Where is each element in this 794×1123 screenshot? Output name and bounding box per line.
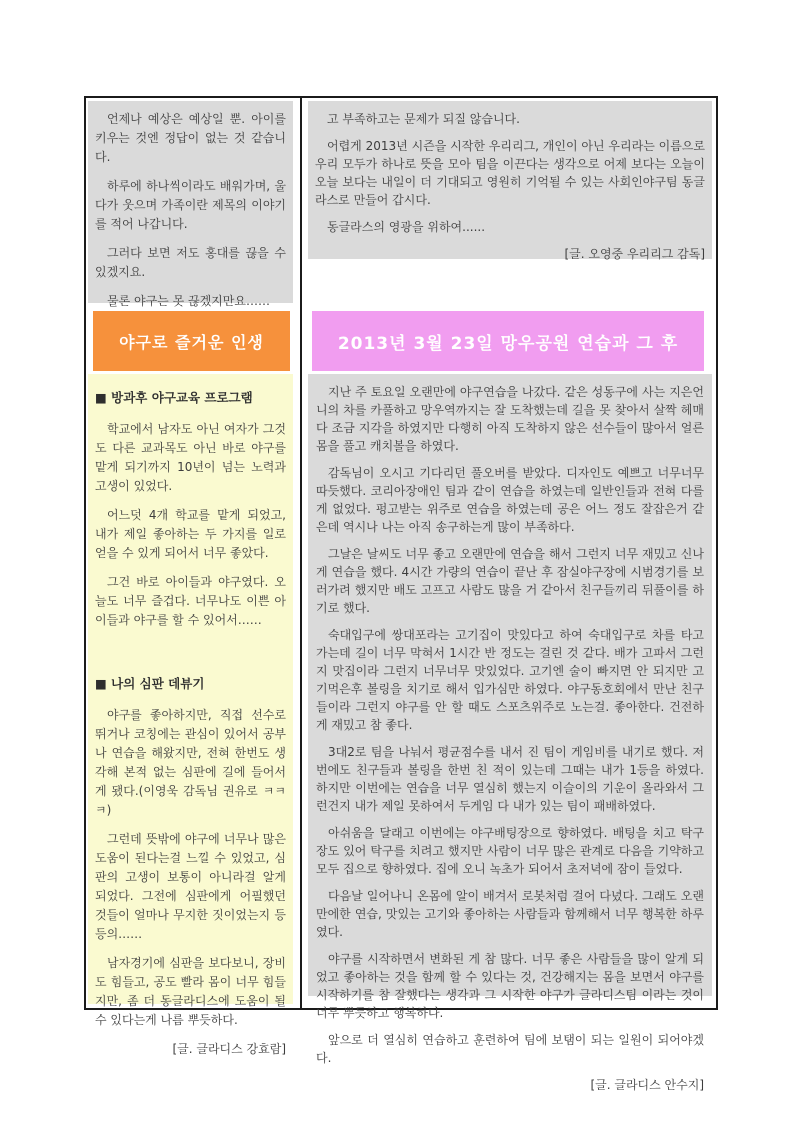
right-article-box (308, 374, 712, 1092)
intro-paragraph: 고 부족하고는 문제가 되질 않습니다. (327, 112, 520, 126)
intro-paragraph: 그러다 보면 저도 홍대를 끊을 수 있겠지요. (95, 246, 286, 279)
author-credit: [글. 글라디스 안수지] (590, 1078, 704, 1092)
intro-paragraph: 언제나 예상은 예상일 뿐. 아이를 키우는 것엔 정답이 없는 것 같습니다. (95, 112, 286, 164)
section-title-umpire-debut: ■ 나의 심판 데뷰기 (95, 676, 205, 691)
article-paragraph: 앞으로 더 열심히 연습하고 훈련하여 팀에 보탬이 되는 일원이 되어야겠다. (316, 1033, 704, 1065)
left-banner-title: 야구로 즐거운 인생 (119, 332, 264, 352)
section-paragraph: 학교에서 남자도 아닌 여자가 그것도 다른 교과목도 아닌 바로 야구를 맡게 되기까지 10년이 넘는 노력과 고생이 있었다. (95, 422, 286, 493)
right-intro-block (308, 101, 712, 259)
intro-paragraph: 동글라스의 영광을 위하여...... (327, 220, 486, 234)
author-credit: [글. 오영중 우리리그 감독] (564, 247, 705, 261)
left-intro-block (88, 101, 293, 308)
section-paragraph: 남자경기에 심판을 보다보니, 장비도 힘들고, 공도 빨라 몸이 너무 힘들지만, 좀 더 동글라디스에 도움이 될 수 있다는게 나름 뿌듯하다. (95, 956, 286, 1027)
author-credit: [글. 글라디스 강효람] (172, 1042, 286, 1056)
article-paragraph: 숙대입구에 쌍대포라는 고기집이 맛있다고 하여 숙대입구로 차를 타고 가는데 길이 너무 막혀서 1시간 반 정도는 걸린 것 같다. 배가 고파서 그런지 맛집이라 그런지 너무너무 맛있었다. 고기엔 술이 빠지면 안 되지만 고기먹은후 볼링을 치기로 해서 입가심만 하였다. 야구동호회에서 만난 친구들이라 그런지 야구를 안 할 때도 스포츠위주로 노는걸. 좋아한다. 건전하게 재밌고 참 좋다. (316, 628, 704, 732)
article-paragraph: 감독님이 오시고 기다리던 풀오버를 받았다. 디자인도 예쁘고 너무너무 따듯했다. 코리아장애인 팀과 같이 연습을 하였는데 일반인들과 전혀 다를 게 없었다. 펑고받는 위주로 연습을 하였는데 공은 어느 정도 잘잡은거 같은데 역시나 나는 아직 송구하는게 많이 부족하다. (316, 466, 704, 534)
section-title-afterschool-program: ■ 방과후 야구교육 프로그램 (95, 390, 253, 405)
article-paragraph: 3대2로 팀을 나눠서 평균점수를 내서 진 팀이 게임비를 내기로 했다. 저번에도 친구들과 볼링을 한번 친 적이 있는데 그때는 내가 1등을 하였다. 하지만 이번에는 연습을 너무 열심히 했는지 이슬이의 기운이 올라와서 그런건지 내가 제일 못하여서 두게임 다 내가 있는 팀이 패배하였다. (316, 745, 704, 813)
right-section-banner (312, 311, 704, 371)
section-paragraph: 그건 바로 아이들과 야구였다. 오늘도 너무 즐겁다. 너무나도 이쁜 아이들과 야구를 할 수 있어서…… (95, 575, 286, 627)
right-banner-title: 2013년 3월 23일 망우공원 연습과 그 후 (337, 333, 679, 354)
section-paragraph: 야구를 좋아하지만, 직접 선수로 뛰거나 코칭에는 관심이 있어서 공부나 연습을 해왔지만, 전혀 한번도 생각해 본적 없는 심판에 길에 들어서게 됐다.(이영욱 감독님 권유로 ㅋㅋㅋ) (95, 708, 286, 817)
column-divider (300, 98, 302, 1008)
left-article-box (88, 374, 293, 1056)
section-paragraph: 어느덧 4개 학교를 맡게 되었고, 내가 제일 좋아하는 두 가지를 일로 얻을 수 있게 되어서 너무 좋았다. (95, 508, 286, 560)
article-paragraph: 그날은 날씨도 너무 좋고 오랜만에 연습을 해서 그런지 너무 재밌고 신나게 연습을 했다. 4시간 가량의 연습이 끝난 후 잠실야구장에 시범경기를 보러가려 했지만 배도 고프고 사람도 많을 거 같아서 친구들끼리 뒤풀이를 하기로 했다. (316, 547, 704, 615)
page-frame (84, 96, 718, 1092)
intro-paragraph: 하루에 하나씩이라도 배워가며, 울다가 웃으며 가족이란 제목의 이야기를 적어 나갑니다. (95, 179, 286, 231)
intro-paragraph: 어렵게 2013년 시즌을 시작한 우리리그, 개인이 아닌 우리라는 이름으로 우리 모두가 하나로 뜻을 모아 팀을 이끈다는 생각으로 어제 보다는 오늘이 오늘 보다는 내일이 더 기대되고 영원히 기억될 수 있는 사회인야구팀 동글라스로 만들어 갑시다. (315, 139, 705, 207)
left-section-banner (93, 311, 290, 371)
intro-paragraph: 물론 야구는 못 끊겠지만요…… (107, 294, 270, 308)
article-paragraph: 다음날 일어나니 온몸에 알이 배겨서 로봇처럼 걸어 다녔다. 그래도 오랜만에한 연습, 맛있는 고기와 좋아하는 사람들과 함께해서 너무 행복한 하루였다. (316, 889, 704, 939)
article-paragraph: 지난 주 토요일 오랜만에 야구연습을 나갔다. 같은 성동구에 사는 지은언니의 차를 카풀하고 망우역까지는 잘 도착했는데 길을 못 찾아서 살짝 헤매다 조금 지각을 하였지만 다행히 아직 도착하지 않은 선수들이 많아서 얼른 몸을 풀고 캐치볼을 하였다. (316, 385, 704, 453)
article-paragraph: 아쉬움을 달래고 이번에는 야구배팅장으로 향하였다. 배팅을 치고 탁구장도 있어 탁구를 치려고 했지만 사람이 너무 많은 관계로 다음을 기약하고 모두 집으로 향하였다. 집에 오니 녹초가 되어서 초저녁에 잠이 들었다. (316, 826, 704, 876)
section-paragraph: 그런데 뜻밖에 야구에 너무나 많은 도움이 된다는걸 느낄 수 있었고, 심판의 고생이 보통이 아니라걸 알게 되었다. 그전에 심판에게 어필했던 것들이 얼마나 무지한 짓이었는지 등등의…… (95, 832, 286, 941)
article-paragraph: 야구를 시작하면서 변화된 게 참 많다. 너무 좋은 사람들을 많이 알게 되었고 좋아하는 것을 함께 할 수 있다는 것, 건강해지는 몸을 보면서 야구를 시작하기를 참 잘했다는 생각과 그 시작한 야구가 글라디스팀 이라는 것이 너무 뿌듯하고 행복하다. (316, 952, 704, 1020)
